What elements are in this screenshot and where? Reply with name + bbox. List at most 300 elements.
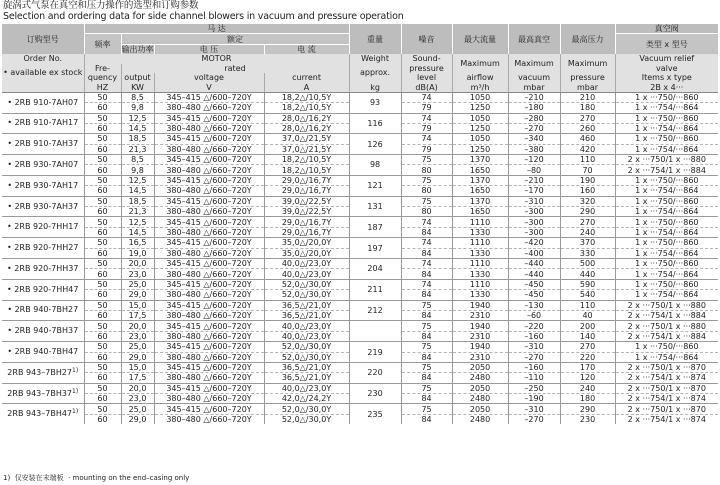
max-pressure: 190 [560, 175, 615, 185]
weight: 131 [349, 196, 401, 217]
output-kw: 20,0 [121, 258, 154, 268]
relief-valve: 2 x ···750/1 x ···880 [615, 300, 718, 310]
current: 52,0△/30,0Y [264, 414, 349, 424]
frequency: 60 [84, 352, 121, 362]
current: 40,0△/23,0Y [264, 321, 349, 331]
max-airflow: 1650 [452, 165, 508, 175]
max-pressure: 540 [560, 290, 615, 300]
frequency: 50 [84, 217, 121, 227]
header-weight-2: approx. [349, 64, 401, 83]
max-airflow: 1940 [452, 300, 508, 310]
max-vacuum: –310 [508, 404, 560, 414]
noise-level: 75 [401, 383, 452, 393]
max-airflow: 1110 [452, 238, 508, 248]
header-output: output [121, 73, 154, 82]
max-pressure: 370 [560, 238, 615, 248]
output-kw: 16,5 [121, 238, 154, 248]
order-number [2, 196, 84, 217]
order-number [2, 362, 84, 383]
voltage: 345–415 △/600–720Y [154, 300, 264, 310]
voltage: 380–480 △/660–720Y [154, 310, 264, 320]
max-airflow: 1110 [452, 258, 508, 268]
order-number [2, 321, 84, 342]
output-kw: 20,0 [121, 383, 154, 393]
relief-valve: 2 x ···750/1 x ···870 [615, 404, 718, 414]
max-vacuum: –160 [508, 331, 560, 341]
max-vacuum: –170 [508, 186, 560, 196]
footnote-text-cn: 仅安装在末端板 [14, 474, 64, 482]
frequency: 50 [84, 238, 121, 248]
max-vacuum: –300 [508, 227, 560, 237]
noise-level: 74 [401, 258, 452, 268]
max-pressure: 110 [560, 155, 615, 165]
frequency: 50 [84, 404, 121, 414]
noise-level: 84 [401, 290, 452, 300]
current: 52,0△/30,0Y [264, 290, 349, 300]
relief-valve: 1 x ···754/···864 [615, 290, 718, 300]
table-row [2, 155, 718, 165]
relief-valve: 1 x ···754/···864 [615, 103, 718, 113]
relief-valve: 1 x ···750/···860 [615, 342, 718, 352]
max-pressure: 290 [560, 207, 615, 217]
current: 29,0△/16,7Y [264, 227, 349, 237]
noise-level: 84 [401, 269, 452, 279]
title-english: Selection and ordering data for side channel blowers in vacuum and pressure operation [3, 11, 404, 22]
relief-valve: 2 x ···754/1 x ···874 [615, 414, 718, 424]
max-airflow: 1940 [452, 321, 508, 331]
header-max-pressure-2: pressure [560, 73, 615, 82]
max-pressure: 70 [560, 165, 615, 175]
max-vacuum: –280 [508, 113, 560, 123]
noise-level: 75 [401, 155, 452, 165]
current: 42,0△/24,2Y [264, 394, 349, 404]
table-row [2, 175, 718, 185]
max-vacuum: –180 [508, 103, 560, 113]
relief-valve: 2 x ···754/1 x ···884 [615, 310, 718, 320]
current: 40,0△/23,0Y [264, 258, 349, 268]
voltage: 380–480 △/660–720Y [154, 414, 264, 424]
header-max-flow-2: airflow [452, 73, 508, 82]
order-number [2, 155, 84, 176]
frequency: 50 [84, 321, 121, 331]
unit-vacuum: mbar [508, 82, 560, 92]
header-noise-2: pressure [401, 64, 452, 73]
max-airflow: 1330 [452, 290, 508, 300]
current: 29,0△/16,7Y [264, 186, 349, 196]
max-vacuum: –440 [508, 258, 560, 268]
max-vacuum: –250 [508, 383, 560, 393]
output-kw: 9,8 [121, 103, 154, 113]
order-number [2, 279, 84, 300]
noise-level: 84 [401, 331, 452, 341]
noise-level: 74 [401, 238, 452, 248]
noise-level: 79 [401, 123, 452, 133]
header-freq-2: quency [84, 73, 121, 82]
current: 36,5△/21,0Y [264, 362, 349, 372]
weight: 204 [349, 258, 401, 279]
noise-level: 74 [401, 92, 452, 102]
noise-level: 74 [401, 279, 452, 289]
max-airflow: 1370 [452, 196, 508, 206]
current: 40,0△/23,0Y [264, 331, 349, 341]
relief-valve: 1 x ···754/···864 [615, 227, 718, 237]
max-airflow: 1330 [452, 269, 508, 279]
voltage: 380–480 △/660–720Y [154, 144, 264, 154]
current: 52,0△/30,0Y [264, 342, 349, 352]
relief-valve: 2 x ···750/1 x ···870 [615, 362, 718, 372]
footnote-text-en: · mounting on the end–casing only [68, 474, 190, 482]
table-body [2, 92, 718, 424]
frequency: 50 [84, 155, 121, 165]
order-number-text: 2RB 943–7BH47 [7, 409, 73, 419]
current: 18,2△/10,5Y [264, 155, 349, 165]
frequency: 60 [84, 186, 121, 196]
max-airflow: 1250 [452, 123, 508, 133]
noise-level: 84 [401, 373, 452, 383]
max-pressure: 590 [560, 279, 615, 289]
voltage: 380–480 △/660–720Y [154, 165, 264, 175]
max-airflow: 1370 [452, 155, 508, 165]
voltage: 380–480 △/660–720Y [154, 331, 264, 341]
max-vacuum: –270 [508, 123, 560, 133]
max-airflow: 2480 [452, 394, 508, 404]
output-kw: 12,5 [121, 217, 154, 227]
frequency: 60 [84, 414, 121, 424]
weight: 187 [349, 217, 401, 238]
relief-valve: 1 x ···750/···860 [615, 134, 718, 144]
output-kw: 20,0 [121, 321, 154, 331]
max-vacuum: –60 [508, 310, 560, 320]
header-motor-cn: 马 达 [84, 24, 349, 34]
max-pressure: 290 [560, 404, 615, 414]
max-vacuum: –420 [508, 238, 560, 248]
unit-weight: kg [349, 82, 401, 92]
noise-level: 79 [401, 103, 452, 113]
order-number-text: • 2RB 920-7HH27 [7, 243, 79, 253]
frequency: 50 [84, 383, 121, 393]
weight: 126 [349, 134, 401, 155]
voltage: 380–480 △/660–720Y [154, 290, 264, 300]
weight: 93 [349, 92, 401, 113]
noise-level: 84 [401, 310, 452, 320]
current: 40,0△/23,0Y [264, 269, 349, 279]
voltage: 380–480 △/660–720Y [154, 227, 264, 237]
max-vacuum: –210 [508, 92, 560, 102]
voltage: 380–480 △/660–720Y [154, 394, 264, 404]
relief-valve: 2 x ···750/1 x ···870 [615, 383, 718, 393]
max-vacuum: –210 [508, 175, 560, 185]
voltage: 345–415 △/600–720Y [154, 113, 264, 123]
voltage: 345–415 △/600–720Y [154, 175, 264, 185]
max-pressure: 160 [560, 186, 615, 196]
current: 40,0△/23,0Y [264, 383, 349, 393]
output-kw: 12,5 [121, 175, 154, 185]
max-pressure: 260 [560, 123, 615, 133]
unit-noise: dB(A) [401, 82, 452, 92]
table-row [2, 342, 718, 352]
max-vacuum: –270 [508, 414, 560, 424]
unit-flow: m³/h [452, 82, 508, 92]
table-header [2, 24, 718, 92]
current: 36,5△/21,0Y [264, 310, 349, 320]
voltage: 380–480 △/660–720Y [154, 103, 264, 113]
frequency: 60 [84, 331, 121, 341]
noise-level: 75 [401, 404, 452, 414]
frequency: 50 [84, 175, 121, 185]
max-pressure: 330 [560, 248, 615, 258]
max-pressure: 120 [560, 373, 615, 383]
current: 29,0△/16,7Y [264, 175, 349, 185]
frequency: 50 [84, 279, 121, 289]
output-kw: 14,5 [121, 123, 154, 133]
voltage: 345–415 △/600–720Y [154, 238, 264, 248]
table-row [2, 279, 718, 289]
order-number [2, 300, 84, 321]
order-number-text: • 2RB 940-7BH47 [7, 347, 79, 356]
header-order-no: Order No. [2, 54, 84, 63]
max-pressure: 420 [560, 144, 615, 154]
max-airflow: 1370 [452, 175, 508, 185]
noise-level: 84 [401, 414, 452, 424]
max-pressure: 240 [560, 227, 615, 237]
current: 18,2△/10,5Y [264, 103, 349, 113]
current: 29,0△/16,7Y [264, 217, 349, 227]
frequency: 50 [84, 258, 121, 268]
frequency: 60 [84, 165, 121, 175]
current: 52,0△/30,0Y [264, 404, 349, 414]
max-vacuum: –130 [508, 300, 560, 310]
max-pressure: 320 [560, 196, 615, 206]
max-vacuum: –400 [508, 248, 560, 258]
max-vacuum: –310 [508, 342, 560, 352]
current: 28,0△/16,2Y [264, 123, 349, 133]
header-valve-3: Items x type [615, 73, 718, 82]
order-number-text: • 2RB 910-7AH07 [7, 97, 79, 107]
current: 39,0△/22,5Y [264, 196, 349, 206]
order-number [2, 258, 84, 279]
noise-level: 74 [401, 134, 452, 144]
header-weight-cn: 重量 [349, 24, 401, 54]
relief-valve: 1 x ···750/···860 [615, 279, 718, 289]
table-row [2, 258, 718, 268]
footnote-ref: 1) [72, 366, 79, 374]
order-number-text: 2RB 943–7BH27 [7, 367, 73, 377]
header-noise-cn: 噪音 [401, 24, 452, 54]
relief-valve: 1 x ···754/···864 [615, 186, 718, 196]
header-rated-cn: 额定 [121, 34, 349, 44]
header-valve-2: valve [615, 64, 718, 73]
order-number [2, 383, 84, 404]
order-number-text: • 2RB 920-7HH37 [7, 263, 79, 273]
frequency: 50 [84, 92, 121, 102]
max-airflow: 1650 [452, 207, 508, 217]
max-airflow: 1330 [452, 227, 508, 237]
max-pressure: 240 [560, 383, 615, 393]
max-pressure: 180 [560, 103, 615, 113]
frequency: 60 [84, 207, 121, 217]
max-airflow: 2050 [452, 362, 508, 372]
current: 36,5△/21,0Y [264, 373, 349, 383]
noise-level: 84 [401, 227, 452, 237]
relief-valve: 1 x ···750/···860 [615, 92, 718, 102]
noise-level: 75 [401, 175, 452, 185]
header-noise: Sound- [401, 54, 452, 63]
table-row [2, 404, 718, 414]
relief-valve: 2 x ···754/1 x ···874 [615, 394, 718, 404]
frequency: 60 [84, 373, 121, 383]
header-max-pressure-cn: 最高压力 [560, 24, 615, 54]
header-motor: MOTOR [84, 54, 349, 63]
relief-valve: 1 x ···750/···860 [615, 175, 718, 185]
header-voltage-cn: 电 压 [154, 44, 264, 54]
header-valve-1: Vacuum relief [615, 54, 718, 63]
order-number [2, 113, 84, 134]
header-freq-1: Fre- [84, 64, 121, 73]
output-kw: 29,0 [121, 290, 154, 300]
title-chinese: 旋涡式气泵在真空和压力操作的选型和订购参数 [3, 0, 199, 11]
order-number [2, 175, 84, 196]
footnote-mark: 1) [3, 474, 11, 482]
voltage: 380–480 △/660–720Y [154, 186, 264, 196]
selection-table [2, 24, 718, 424]
weight: 98 [349, 155, 401, 176]
frequency: 60 [84, 269, 121, 279]
noise-level: 75 [401, 362, 452, 372]
order-number-text: • 2RB 940-7BH27 [7, 305, 79, 315]
noise-level: 80 [401, 186, 452, 196]
output-kw: 29,0 [121, 352, 154, 362]
noise-level: 84 [401, 248, 452, 258]
max-vacuum: –340 [508, 134, 560, 144]
output-kw: 15,0 [121, 362, 154, 372]
output-kw: 21,3 [121, 144, 154, 154]
max-vacuum: –450 [508, 290, 560, 300]
noise-level: 84 [401, 394, 452, 404]
table-row [2, 92, 718, 102]
frequency: 60 [84, 144, 121, 154]
weight: 230 [349, 383, 401, 404]
max-airflow: 1940 [452, 342, 508, 352]
frequency: 50 [84, 342, 121, 352]
unit-output: KW [121, 82, 154, 92]
voltage: 345–415 △/600–720Y [154, 321, 264, 331]
max-vacuum: –220 [508, 321, 560, 331]
weight: 220 [349, 362, 401, 383]
max-vacuum: –110 [508, 373, 560, 383]
voltage: 380–480 △/660–720Y [154, 269, 264, 279]
header-order-no-cn: 订购型号 [2, 24, 84, 54]
current: 18,2△/10,5Y [264, 92, 349, 102]
relief-valve: 1 x ···754/···864 [615, 248, 718, 258]
voltage: 345–415 △/600–720Y [154, 92, 264, 102]
noise-level: 84 [401, 352, 452, 362]
max-pressure: 220 [560, 352, 615, 362]
max-vacuum: –300 [508, 217, 560, 227]
current: 36,5△/21,0Y [264, 300, 349, 310]
max-pressure: 110 [560, 300, 615, 310]
header-max-flow-cn: 最大流量 [452, 24, 508, 54]
current: 28,0△/16,2Y [264, 113, 349, 123]
output-kw: 14,5 [121, 186, 154, 196]
relief-valve: 1 x ···750/···860 [615, 196, 718, 206]
max-airflow: 1110 [452, 279, 508, 289]
header-max-flow-1: Maximum [452, 54, 508, 73]
output-kw: 23,0 [121, 331, 154, 341]
max-vacuum: –310 [508, 196, 560, 206]
order-number-text: • 2RB 930-7AH37 [7, 201, 79, 211]
order-number [2, 134, 84, 155]
max-vacuum: –450 [508, 279, 560, 289]
output-kw: 19,0 [121, 248, 154, 258]
max-airflow: 2310 [452, 310, 508, 320]
output-kw: 18,5 [121, 134, 154, 144]
header-valve-4: 2B x 4··· [615, 82, 718, 92]
header-output-cn: 输出功率 [121, 44, 154, 54]
output-kw: 12,5 [121, 113, 154, 123]
noise-level: 75 [401, 321, 452, 331]
voltage: 380–480 △/660–720Y [154, 207, 264, 217]
output-kw: 14,5 [121, 227, 154, 237]
voltage: 345–415 △/600–720Y [154, 279, 264, 289]
current: 35,0△/20,0Y [264, 248, 349, 258]
table-row [2, 113, 718, 123]
max-airflow: 1110 [452, 217, 508, 227]
weight: 121 [349, 175, 401, 196]
output-kw: 25,0 [121, 404, 154, 414]
max-pressure: 40 [560, 310, 615, 320]
header-max-vacuum-cn: 最高真空 [508, 24, 560, 54]
max-vacuum: –160 [508, 362, 560, 372]
max-pressure: 460 [560, 134, 615, 144]
voltage: 345–415 △/600–720Y [154, 258, 264, 268]
max-airflow: 1250 [452, 144, 508, 154]
max-airflow: 1330 [452, 248, 508, 258]
output-kw: 25,0 [121, 279, 154, 289]
output-kw: 17,5 [121, 310, 154, 320]
max-pressure: 210 [560, 92, 615, 102]
relief-valve: 1 x ···750/···860 [615, 238, 718, 248]
order-number [2, 342, 84, 363]
relief-valve: 2 x ···750/1 x ···880 [615, 155, 718, 165]
output-kw: 18,5 [121, 196, 154, 206]
header-valve-type-cn: 类型 x 型号 [615, 34, 718, 54]
header-weight: Weight [349, 54, 401, 63]
order-number-text: 2RB 943–7BH37 [7, 388, 73, 398]
order-number-text: • 2RB 940-7BH37 [7, 326, 79, 336]
table-row [2, 134, 718, 144]
relief-valve: 1 x ···754/···864 [615, 269, 718, 279]
header-valve-cn: 真空阀 [615, 24, 718, 34]
relief-valve: 1 x ···754/···864 [615, 207, 718, 217]
frequency: 60 [84, 290, 121, 300]
header-noise-3: level [401, 73, 452, 82]
max-airflow: 2310 [452, 331, 508, 341]
voltage: 380–480 △/660–720Y [154, 248, 264, 258]
max-pressure: 170 [560, 362, 615, 372]
current: 35,0△/20,0Y [264, 238, 349, 248]
unit-voltage: V [154, 82, 264, 92]
weight: 235 [349, 404, 401, 424]
frequency: 50 [84, 196, 121, 206]
noise-level: 80 [401, 165, 452, 175]
order-number-text: • 2RB 910-7AH37 [7, 139, 79, 149]
relief-valve: 1 x ···754/···864 [615, 123, 718, 133]
relief-valve: 2 x ···754/1 x ···874 [615, 373, 718, 383]
voltage: 345–415 △/600–720Y [154, 362, 264, 372]
current: 37,0△/21,5Y [264, 134, 349, 144]
max-vacuum: –190 [508, 394, 560, 404]
voltage: 345–415 △/600–720Y [154, 342, 264, 352]
